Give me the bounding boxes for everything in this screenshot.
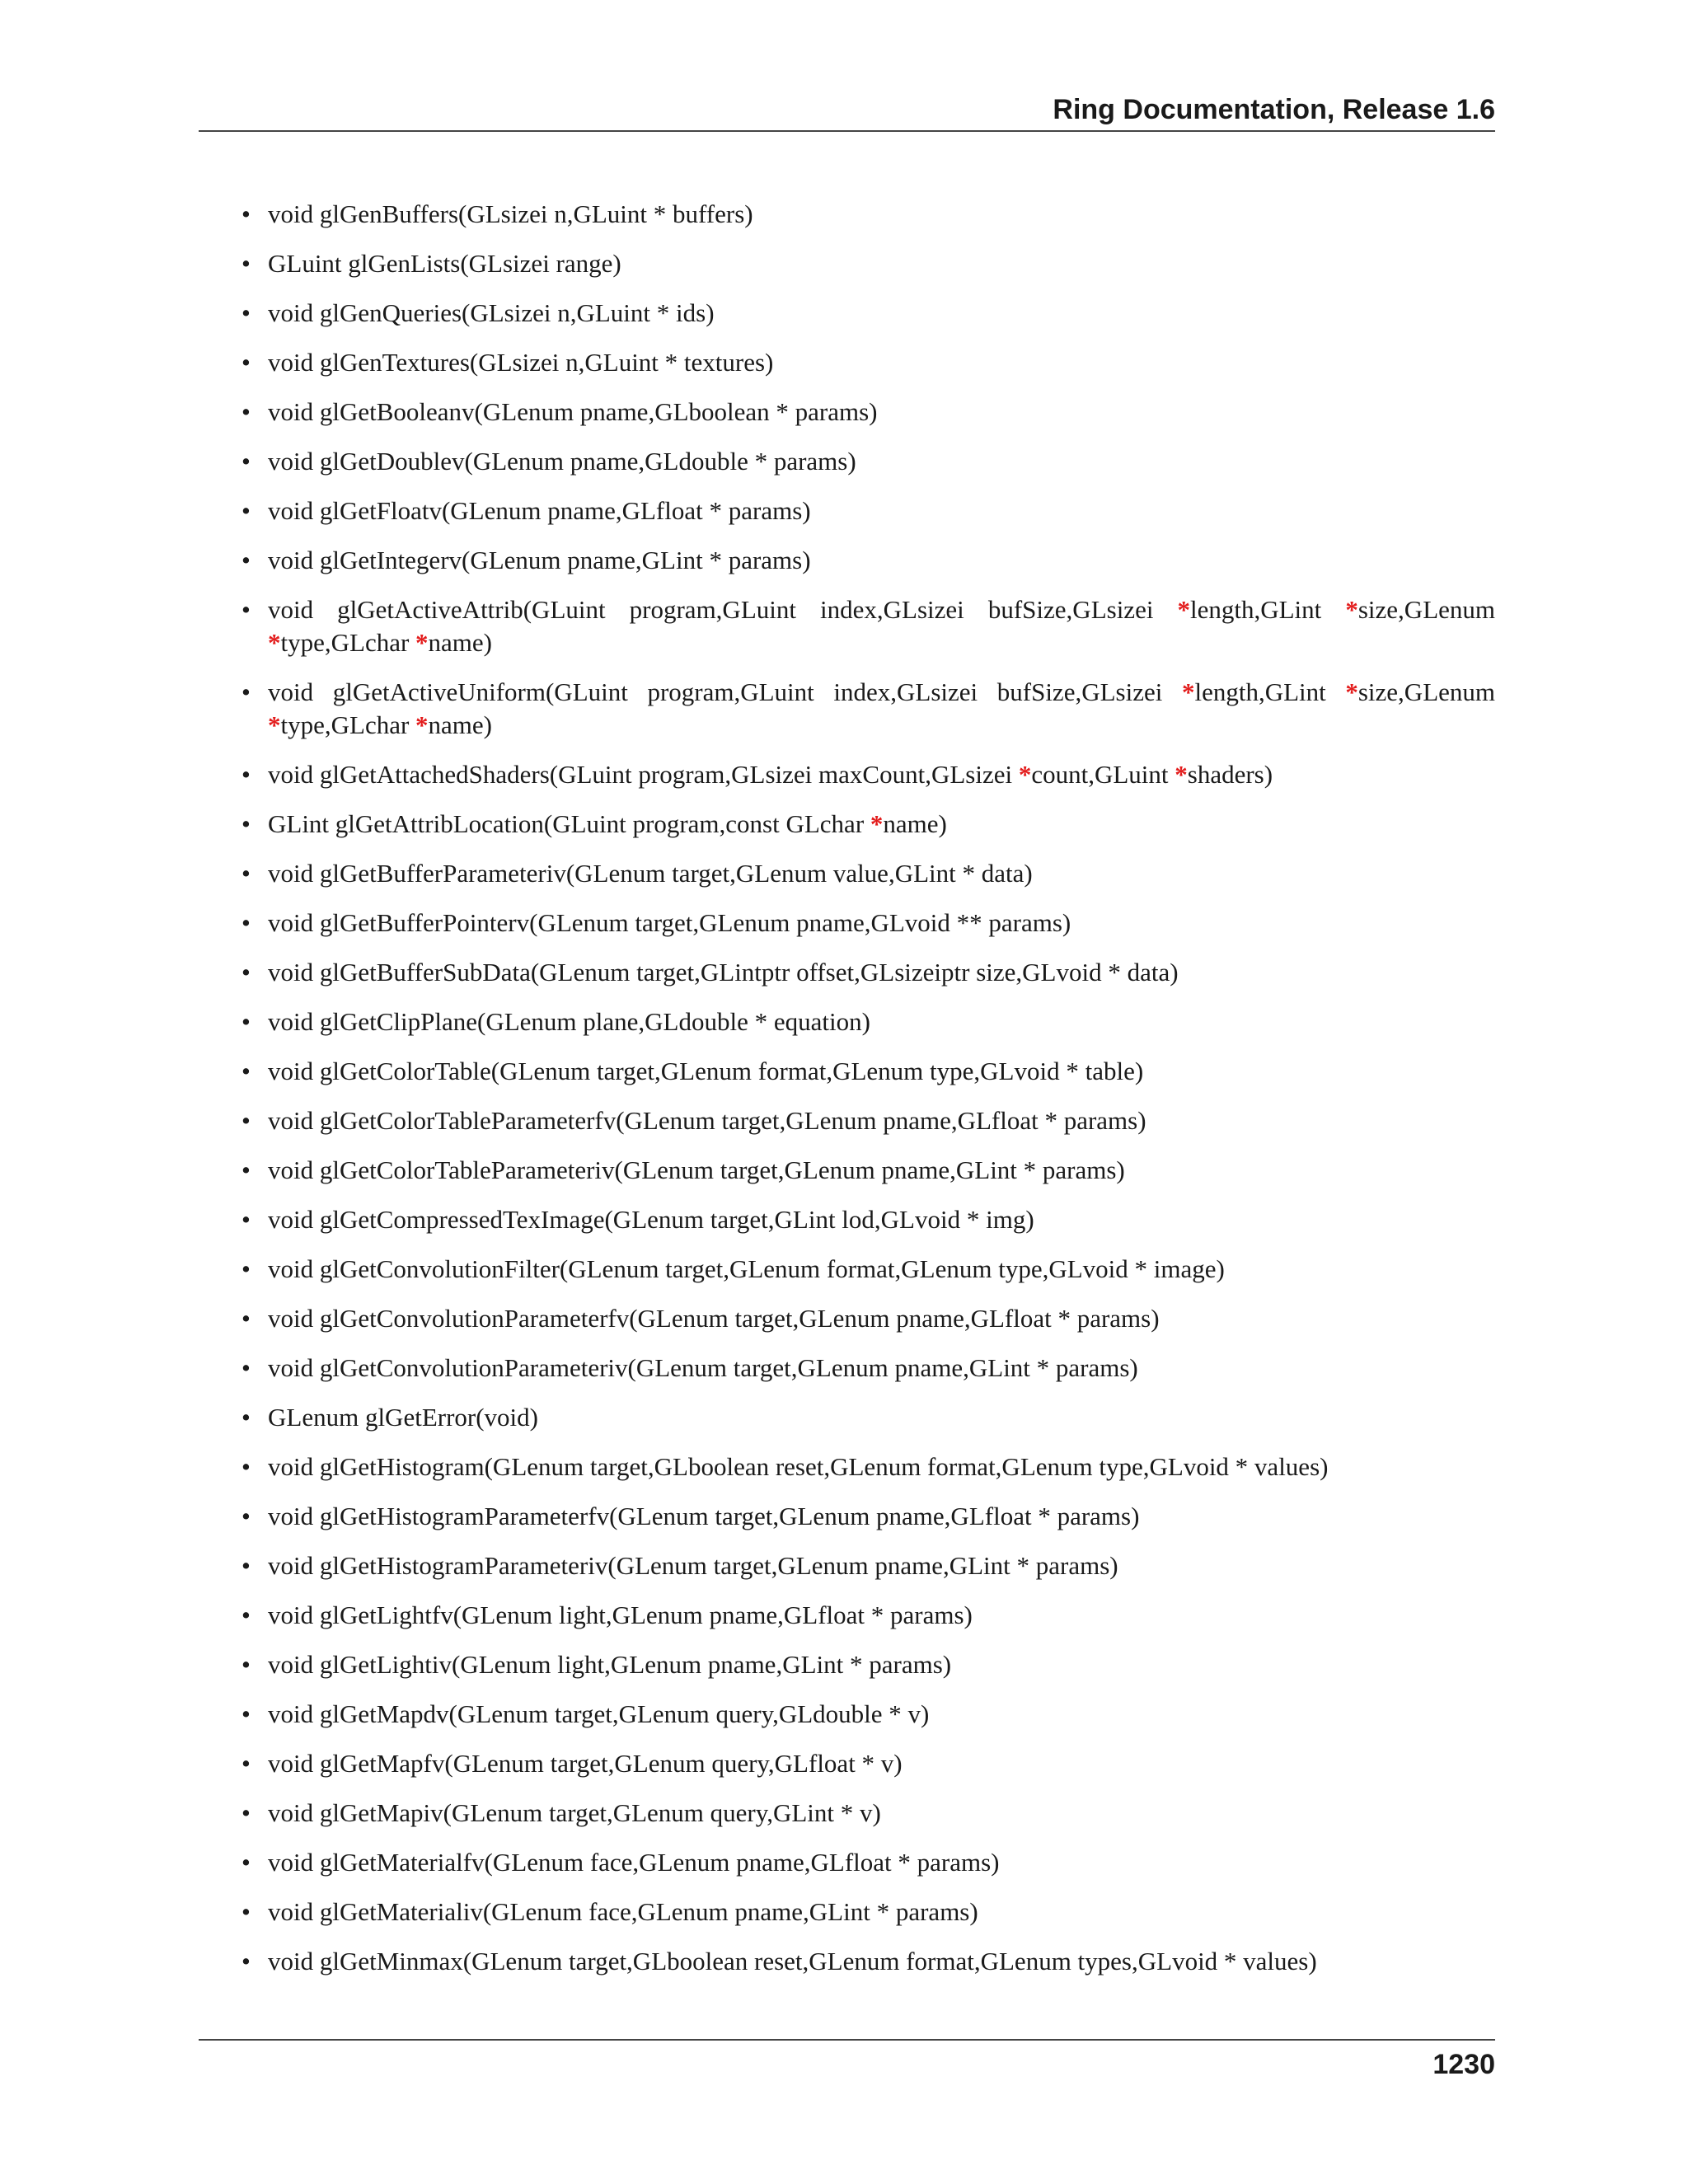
signature-text: void glGetConvolutionFilter(GLenum target,GLenum format,GLenum type,GLvoid * image) [268,1254,1225,1283]
signature-text: name) [428,628,493,657]
function-signature-item [199,1797,1495,1830]
signature-text: void glGetConvolutionParameterfv(GLenum target,GLenum pname,GLfloat * params) [268,1304,1160,1333]
pointer-asterisk: * [1018,760,1032,789]
function-signature-item [199,1648,1495,1681]
signature-text: void glGenTextures(GLsizei n,GLuint * textures) [268,348,774,377]
signature-text: type,GLchar [280,710,416,739]
signature-text: void glGetCompressedTexImage(GLenum target,GLint lod,GLvoid * img) [268,1205,1034,1234]
signature-text: name) [883,809,947,838]
signature-text: void glGetActiveAttrib(GLuint program,GLuint index,GLsizei bufSize,GLsizei [268,595,1178,624]
signature-text: void glGetFloatv(GLenum pname,GLfloat * params) [268,496,811,525]
signature-text: void glGetHistogram(GLenum target,GLboolean reset,GLenum format,GLenum type,GLvoid * values) [268,1452,1329,1481]
function-signature-list [199,198,1495,1994]
function-signature-item [199,1352,1495,1385]
signature-text: void glGetColorTableParameterfv(GLenum target,GLenum pname,GLfloat * params) [268,1106,1146,1135]
function-signature-item [199,907,1495,940]
pointer-asterisk: * [268,628,281,657]
signature-text: size,GLenum [1357,677,1495,706]
signature-text: GLenum glGetError(void) [268,1403,538,1432]
function-signature-item [199,1451,1495,1483]
signature-text: name) [428,710,493,739]
signature-text: void glGetLightfv(GLenum light,GLenum pname,GLfloat * params) [268,1601,973,1629]
function-signature-item [199,1253,1495,1286]
signature-text: void glGetColorTableParameteriv(GLenum target,GLenum pname,GLint * params) [268,1155,1125,1184]
signature-text: void glGetIntegerv(GLenum pname,GLint * params) [268,546,811,574]
pointer-asterisk: * [415,628,429,657]
signature-text: GLint glGetAttribLocation(GLuint program,const GLchar [268,809,870,838]
pointer-asterisk: * [1345,677,1358,706]
signature-text: void glGetMapfv(GLenum target,GLenum query,GLfloat * v) [268,1749,903,1778]
function-signature-item [199,297,1495,330]
function-signature-item [199,445,1495,478]
signature-text: void glGetDoublev(GLenum pname,GLdouble * params) [268,447,856,476]
function-signature-item [199,1055,1495,1088]
function-signature-item [199,1945,1495,1978]
signature-text: void glGetActiveUniform(GLuint program,GLuint index,GLsizei bufSize,GLsizei [268,677,1182,706]
function-signature-item [199,198,1495,231]
signature-text: void glGetMinmax(GLenum target,GLboolean reset,GLenum format,GLenum types,GLvoid * values) [268,1947,1317,1975]
signature-text: GLuint glGenLists(GLsizei range) [268,249,621,278]
signature-text: void glGetMapiv(GLenum target,GLenum query,GLint * v) [268,1798,881,1827]
signature-text: void glGetMaterialiv(GLenum face,GLenum pname,GLint * params) [268,1897,978,1926]
function-signature-item [199,1203,1495,1236]
signature-text: void glGetMaterialfv(GLenum face,GLenum pname,GLfloat * params) [268,1848,1000,1877]
signature-text: void glGetHistogramParameterfv(GLenum target,GLenum pname,GLfloat * params) [268,1502,1140,1530]
function-signature-item [199,1302,1495,1335]
function-signature-item [199,1500,1495,1533]
function-signature-item [199,1698,1495,1731]
function-signature-item [199,1896,1495,1929]
function-signature-item [199,1599,1495,1632]
pointer-asterisk: * [1181,677,1195,706]
signature-text: void glGetAttachedShaders(GLuint program,GLsizei maxCount,GLsizei [268,760,1019,789]
function-signature-item [199,1005,1495,1038]
signature-text: size,GLenum [1357,595,1495,624]
signature-text: shaders) [1187,760,1273,789]
function-signature-item [199,544,1495,577]
function-signature-item [199,346,1495,379]
signature-text: void glGetLightiv(GLenum light,GLenum pname,GLint * params) [268,1650,952,1679]
pointer-asterisk: * [415,710,429,739]
function-signature-item [199,758,1495,791]
pointer-asterisk: * [1175,760,1188,789]
signature-text: void glGetConvolutionParameteriv(GLenum target,GLenum pname,GLint * params) [268,1353,1138,1382]
page-header [199,91,1495,132]
function-signature-item [199,857,1495,890]
function-signature-item [199,593,1495,659]
function-signature-item [199,494,1495,527]
function-signature-item [199,1846,1495,1879]
page-footer [199,2039,1495,2090]
function-signature-item [199,1549,1495,1582]
pointer-asterisk: * [1345,595,1358,624]
function-signature-item [199,247,1495,280]
signature-text: length,GLint [1194,677,1346,706]
signature-text: length,GLint [1190,595,1346,624]
page-number: 1230 [1432,2049,1495,2080]
signature-text: void glGenBuffers(GLsizei n,GLuint * buffers) [268,199,753,228]
signature-text: type,GLchar [280,628,416,657]
function-signature-item [199,1104,1495,1137]
function-signature-item [199,396,1495,429]
signature-text: void glGetColorTable(GLenum target,GLenum format,GLenum type,GLvoid * table) [268,1057,1144,1085]
signature-text: count,GLuint [1031,760,1175,789]
signature-text: void glGetBufferSubData(GLenum target,GLintptr offset,GLsizeiptr size,GLvoid * data) [268,958,1179,987]
signature-text: void glGetBufferParameteriv(GLenum target,GLenum value,GLint * data) [268,859,1033,888]
function-signature-item [199,1747,1495,1780]
signature-text: void glGenQueries(GLsizei n,GLuint * ids) [268,298,715,327]
document-title: Ring Documentation, Release 1.6 [1053,94,1495,125]
signature-text: void glGetMapdv(GLenum target,GLenum query,GLdouble * v) [268,1699,930,1728]
signature-text: void glGetClipPlane(GLenum plane,GLdouble * equation) [268,1007,870,1036]
function-signature-item [199,956,1495,989]
function-signature-item [199,1154,1495,1187]
signature-text: void glGetHistogramParameteriv(GLenum target,GLenum pname,GLint * params) [268,1551,1118,1580]
pointer-asterisk: * [870,809,884,838]
signature-text: void glGetBooleanv(GLenum pname,GLboolean * params) [268,397,878,426]
signature-text: void glGetBufferPointerv(GLenum target,GLenum pname,GLvoid ** params) [268,908,1071,937]
function-signature-item [199,808,1495,841]
pointer-asterisk: * [1177,595,1190,624]
function-signature-item [199,676,1495,742]
function-signature-item [199,1401,1495,1434]
pointer-asterisk: * [268,710,281,739]
